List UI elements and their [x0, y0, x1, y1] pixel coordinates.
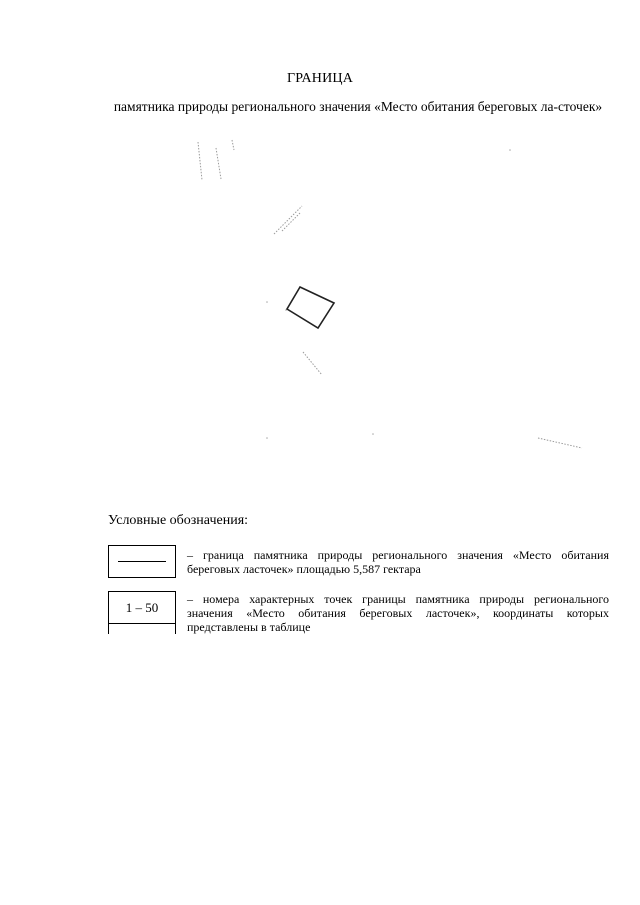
boundary-line-sample	[118, 561, 166, 562]
map-dot	[509, 149, 511, 151]
page-subtitle: памятника природы регионального значения «Место обитания береговых ла-сточек»	[113, 99, 603, 114]
legend-heading: Условные обозначения:	[108, 513, 249, 528]
legend-boundary-text: – граница памятника природы регионального значения «Место обитания береговых ласточек» площадью 5,587 гектара	[187, 548, 609, 576]
legend-boundary-symbol	[108, 545, 176, 578]
map-feature-6	[303, 352, 322, 375]
faint-dots	[266, 149, 511, 439]
map-feature-3	[232, 140, 234, 150]
map-dot	[266, 437, 268, 439]
faint-map-features	[198, 140, 582, 448]
map-feature-4	[274, 206, 302, 234]
boundary-map	[0, 130, 640, 460]
monument-boundary	[287, 287, 334, 328]
map-feature-7	[538, 438, 582, 448]
page-title: ГРАНИЦА	[286, 71, 354, 86]
map-feature-1	[198, 142, 202, 180]
map-dot	[266, 301, 268, 303]
legend-points-symbol-tail	[108, 623, 176, 634]
map-feature-2	[216, 148, 221, 179]
map-feature-5	[282, 213, 300, 231]
legend-points-text: – номера характерных точек границы памятника природы регионального значения «Место обитания береговых ласточек», координаты которых представлены в таблице	[187, 592, 609, 634]
map-dot	[372, 433, 374, 435]
legend-points-symbol: 1 – 50	[108, 591, 176, 624]
